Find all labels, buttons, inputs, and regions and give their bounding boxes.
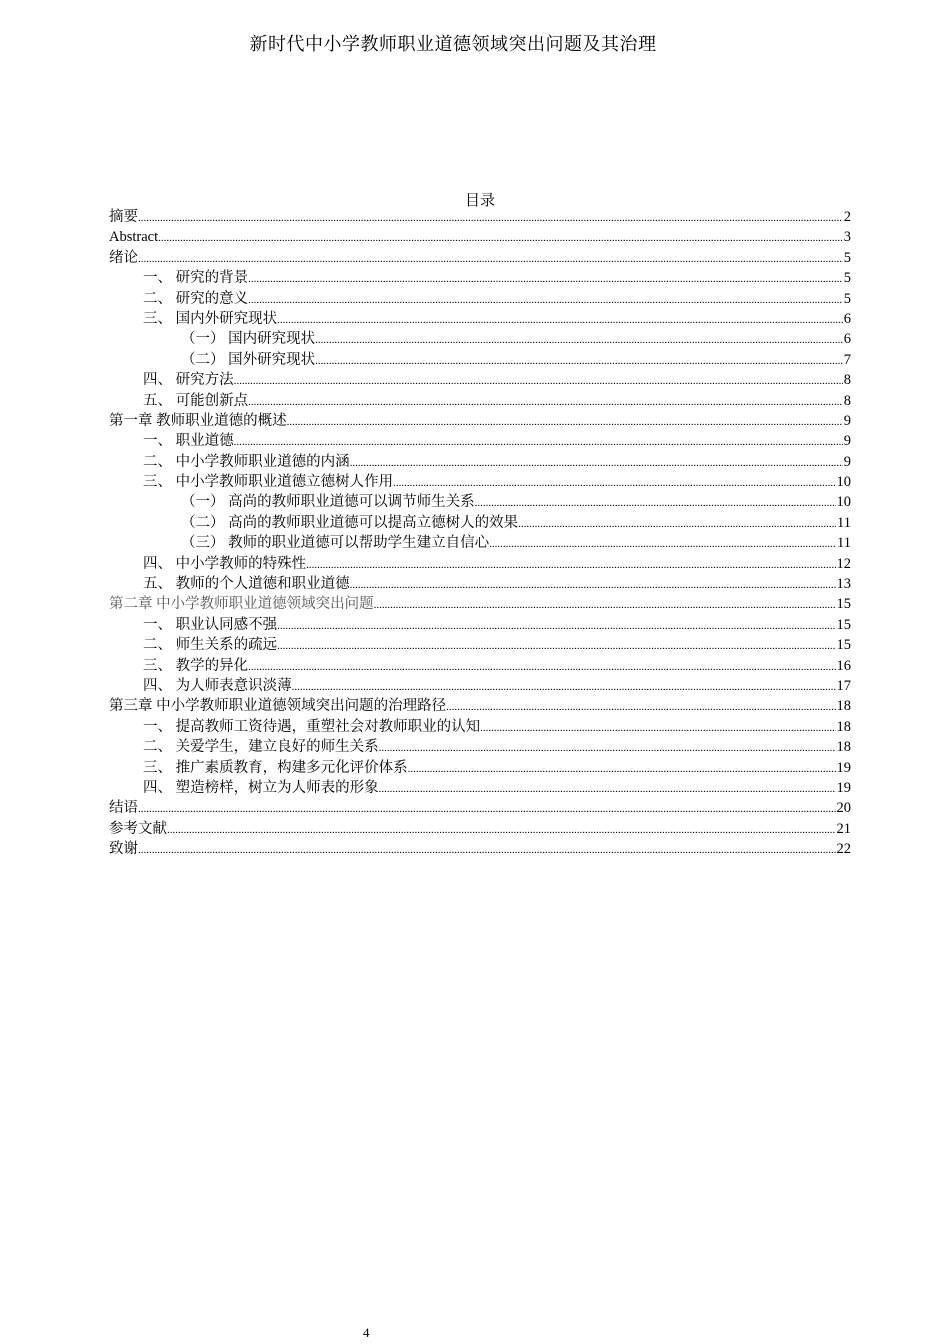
toc-entry-page: 8 [843, 372, 851, 389]
toc-entry-page: 18 [836, 698, 851, 715]
toc-entry-title: 四、 中小学教师的特殊性 [143, 555, 307, 572]
dot-leader [408, 758, 836, 779]
toc-entry-page: 19 [836, 779, 851, 796]
toc-entry[interactable] [109, 492, 851, 512]
toc-entry-title: 四、 为人师表意识淡薄 [143, 677, 292, 694]
toc-entry-title: 五、 教师的个人道德和职业道德 [143, 576, 350, 593]
toc-entry[interactable] [109, 635, 851, 655]
toc-entry-page: 5 [843, 270, 851, 287]
dot-leader [138, 839, 836, 860]
toc-entry[interactable] [109, 574, 851, 594]
dot-leader [315, 350, 843, 371]
toc-entry-page: 12 [836, 555, 851, 572]
toc-entry-page: 17 [836, 677, 851, 694]
dot-leader [277, 635, 835, 656]
toc-entry-page: 21 [836, 820, 851, 837]
toc-entry[interactable] [109, 737, 851, 757]
dot-leader [350, 574, 836, 595]
toc-entry-title: 致谢 [109, 841, 138, 858]
toc-entry-page: 15 [836, 596, 851, 613]
toc-entry-page: 15 [836, 616, 851, 633]
toc-entry-title: （三） 教师的职业道德可以帮助学生建立自信心 [181, 535, 490, 552]
toc-entry-title: 二、 中小学教师职业道德的内涵 [143, 453, 350, 470]
dot-leader [138, 798, 836, 819]
toc-entry[interactable] [109, 227, 851, 247]
toc-entry-title: （二） 高尚的教师职业道德可以提高立德树人的效果 [181, 514, 519, 531]
toc-entry-page: 10 [836, 494, 851, 511]
toc-entry[interactable] [109, 452, 851, 472]
toc-entry-page: 20 [836, 800, 851, 817]
toc-entry[interactable] [109, 839, 851, 859]
toc-entry-page: 18 [836, 739, 851, 756]
dot-leader [292, 676, 836, 697]
dot-leader [393, 472, 835, 493]
toc-entry[interactable] [109, 391, 851, 411]
dot-leader [315, 329, 843, 350]
dot-leader [248, 391, 843, 412]
toc-entry-title: 结语 [109, 800, 138, 817]
toc-entry[interactable] [109, 431, 851, 451]
toc-entry-title: 四、 塑造榜样，树立为人师表的形象 [143, 779, 379, 796]
toc-entry-title: 一、 职业道德 [143, 433, 234, 450]
toc-entry[interactable] [109, 533, 851, 553]
document-title: 新时代中小学教师职业道德领域突出问题及其治理 [249, 34, 657, 54]
toc-entry-title: 绪论 [109, 249, 138, 266]
toc-entry-title: 参考文献 [109, 820, 167, 837]
dot-leader [138, 207, 843, 228]
dot-leader [379, 737, 836, 758]
toc-entry-page: 9 [843, 433, 851, 450]
toc-entry[interactable] [109, 798, 851, 818]
toc-entry[interactable] [109, 656, 851, 676]
dot-leader [248, 289, 843, 310]
toc-entry[interactable] [109, 370, 851, 390]
toc-entry[interactable] [109, 309, 851, 329]
toc-entry[interactable] [109, 513, 851, 533]
toc-entry-title: 第一章 教师职业道德的概述 [109, 412, 287, 429]
toc-entry-title: （二） 国外研究现状 [181, 351, 316, 368]
toc-entry-page: 15 [836, 637, 851, 654]
toc-entry[interactable] [109, 350, 851, 370]
toc-entry[interactable] [109, 207, 851, 227]
toc-entry-page: 6 [843, 310, 851, 327]
toc-entry[interactable] [109, 717, 851, 737]
toc-entry[interactable] [109, 778, 851, 798]
toc-entry[interactable] [109, 472, 851, 492]
toc-entry[interactable] [109, 696, 851, 716]
toc-entry[interactable] [109, 594, 851, 614]
toc-entry[interactable] [109, 411, 851, 431]
toc-entry[interactable] [109, 819, 851, 839]
toc-entry-page: 9 [843, 453, 851, 470]
toc-entry[interactable] [109, 329, 851, 349]
toc-entry-page: 11 [837, 514, 851, 531]
dot-leader [167, 819, 836, 840]
toc-entry-title: 三、 教学的异化 [143, 657, 249, 674]
dot-leader [379, 778, 836, 799]
dot-leader [374, 594, 836, 615]
toc-entry-title: （一） 国内研究现状 [181, 331, 316, 348]
toc-entry-title: 五、 可能创新点 [143, 392, 249, 409]
toc-entry[interactable] [109, 615, 851, 635]
toc-entry-page: 9 [843, 412, 851, 429]
dot-leader [518, 513, 836, 534]
dot-leader [489, 533, 836, 554]
dot-leader [277, 615, 835, 636]
dot-leader [138, 248, 843, 269]
table-of-contents [109, 207, 851, 860]
toc-entry-title: 第三章 中小学教师职业道德领域突出问题的治理路径 [109, 698, 447, 715]
toc-entry[interactable] [109, 268, 851, 288]
dot-leader [158, 227, 843, 248]
toc-entry-page: 3 [843, 229, 851, 246]
dot-leader [350, 452, 843, 473]
toc-entry-title: 一、 职业认同感不强 [143, 616, 278, 633]
toc-entry-title: 三、 中小学教师职业道德立德树人作用 [143, 474, 394, 491]
toc-entry-page: 18 [836, 718, 851, 735]
toc-entry-title: 二、 师生关系的疏远 [143, 637, 278, 654]
toc-entry-page: 16 [836, 657, 851, 674]
dot-leader [234, 370, 843, 391]
dot-leader [480, 717, 835, 738]
toc-entry-title: 三、 国内外研究现状 [143, 310, 278, 327]
dot-leader [287, 411, 843, 432]
toc-entry[interactable] [109, 676, 851, 696]
dot-leader [234, 431, 843, 452]
toc-entry-page: 2 [843, 209, 851, 225]
dot-leader [248, 656, 835, 677]
dot-leader [306, 554, 835, 575]
toc-entry-title: 四、 研究方法 [143, 372, 234, 389]
toc-entry-title: 二、 关爱学生，建立良好的师生关系 [143, 739, 379, 756]
toc-entry-page: 5 [843, 290, 851, 307]
toc-entry-title: 一、 研究的背景 [143, 270, 249, 287]
toc-entry[interactable] [109, 758, 851, 778]
dot-leader [475, 492, 836, 513]
toc-entry[interactable] [109, 248, 851, 268]
toc-entry-page: 8 [843, 392, 851, 409]
toc-entry-title: 三、 推广素质教育，构建多元化评价体系 [143, 759, 408, 776]
toc-entry-page: 11 [837, 535, 851, 552]
toc-entry-title: 一、 提高教师工资待遇，重塑社会对教师职业的认知 [143, 718, 481, 735]
toc-entry[interactable] [109, 289, 851, 309]
toc-entry-title: 摘要 [109, 209, 138, 225]
toc-entry-page: 7 [843, 351, 851, 368]
toc-entry-page: 19 [836, 759, 851, 776]
dot-leader [248, 268, 843, 289]
toc-entry-page: 5 [843, 249, 851, 266]
toc-heading: 目录 [464, 193, 495, 209]
toc-entry-page: 13 [836, 576, 851, 593]
toc-entry-page: 6 [843, 331, 851, 348]
toc-entry-title: 二、 研究的意义 [143, 290, 249, 307]
toc-entry-title: （一） 高尚的教师职业道德可以调节师生关系 [181, 494, 475, 511]
toc-entry-title: 第二章 中小学教师职业道德领域突出问题 [109, 596, 374, 613]
page-number: 4 [363, 1325, 370, 1340]
dot-leader [277, 309, 843, 330]
toc-entry-page: 22 [836, 841, 851, 858]
dot-leader [446, 696, 835, 717]
toc-entry-title: Abstract [109, 229, 159, 246]
toc-entry[interactable] [109, 554, 851, 574]
toc-entry-page: 10 [836, 474, 851, 491]
